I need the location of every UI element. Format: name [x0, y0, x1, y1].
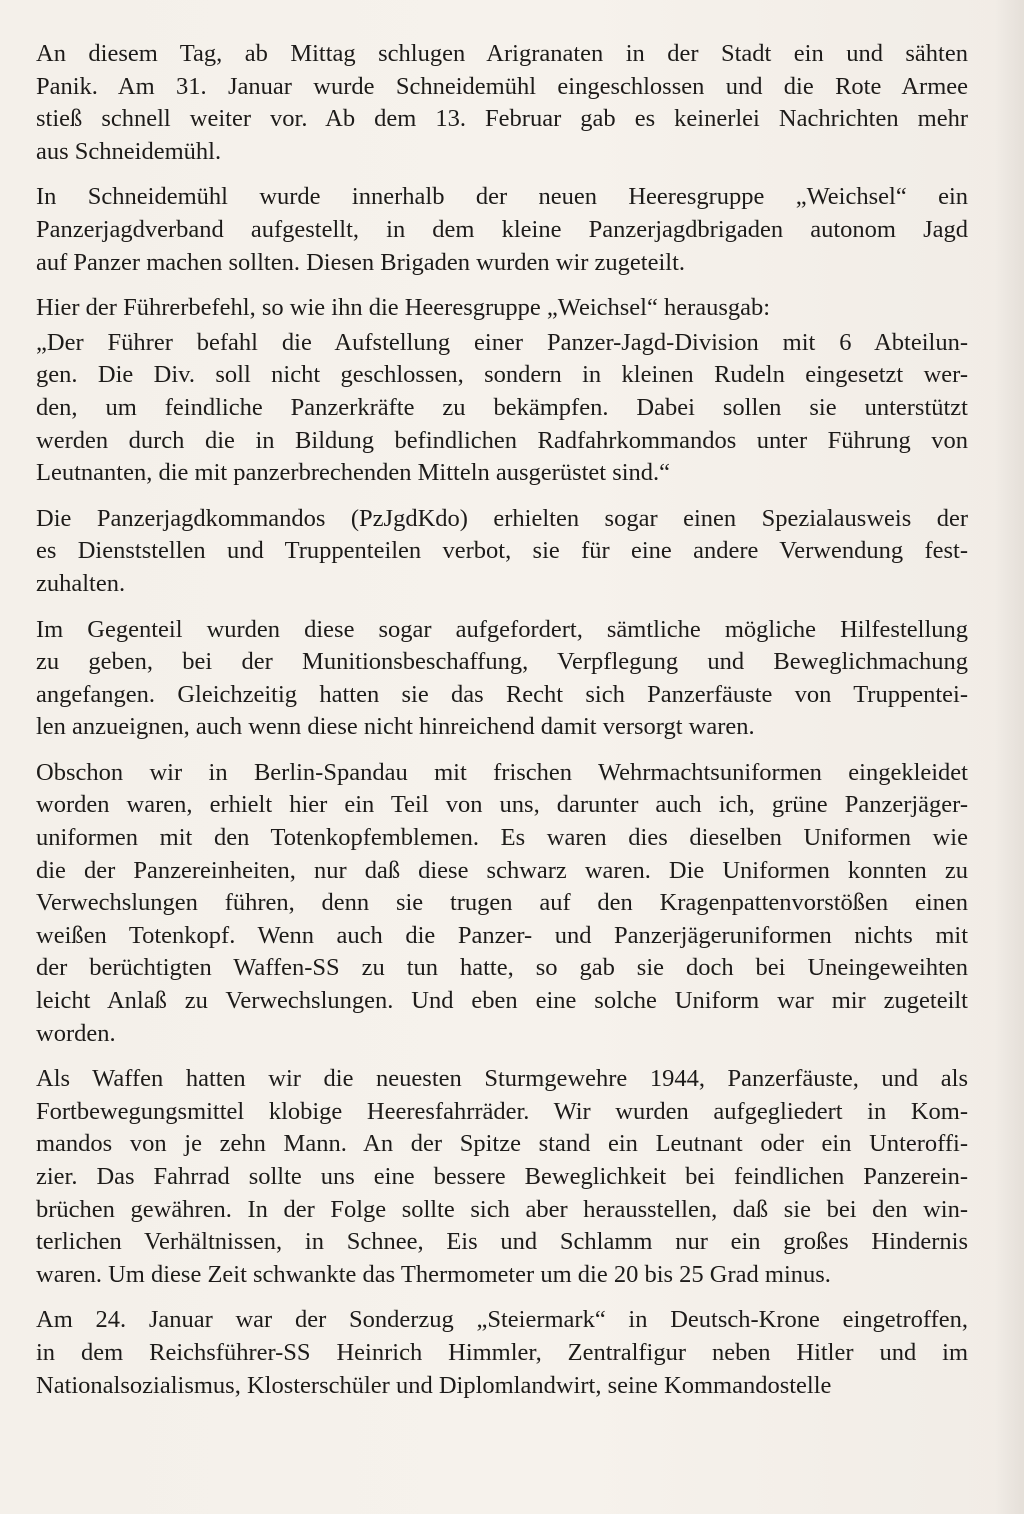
text-line: weißen Totenkopf. Wenn auch die Panzer- und Panzerjägeruniformen nichts mit	[36, 921, 968, 949]
text-line: zier. Das Fahrrad sollte uns eine bessere Beweglichkeit bei feindlichen Panzerein-	[36, 1163, 968, 1190]
text-line: len anzueignen, auch wenn diese nicht hinreichend damit versorgt waren.	[36, 713, 755, 741]
text-line: „Der Führer befahl die Aufstellung einer Panzer-Jagd-Division mit 6 Abteilun-	[36, 328, 968, 356]
paragraph-p9	[36, 1304, 968, 1402]
text-line: In Schneidemühl wurde innerhalb der neuen Heeresgruppe „Weichsel“ ein	[36, 183, 968, 211]
paragraph-p7	[36, 757, 968, 1050]
text-line: terlichen Verhältnissen, in Schnee, Eis und Schlamm nur ein großes Hindernis	[36, 1228, 968, 1256]
text-line: die der Panzereinheiten, nur daß diese schwarz waren. Die Uniformen konnten zu	[36, 856, 968, 884]
text-line: Nationalsozialismus, Klosterschüler und Diplomlandwirt, seine Kommandostelle	[36, 1371, 832, 1399]
text-line: Fortbewegungsmittel klobige Heeresfahrräder. Wir wurden aufgegliedert in Kom-	[36, 1097, 968, 1125]
text-line: aus Schneidemühl.	[36, 137, 222, 165]
body-text	[36, 38, 968, 1415]
text-line: Als Waffen hatten wir die neuesten Sturmgewehre 1944, Panzerfäuste, und als	[36, 1065, 968, 1093]
text-line: brüchen gewähren. In der Folge sollte sich aber herausstellen, daß sie bei den win-	[36, 1195, 968, 1223]
text-line: werden durch die in Bildung befindlichen Radfahrkommandos unter Führung von	[36, 426, 968, 454]
text-line: Leutnanten, die mit panzerbrechenden Mitteln ausgerüstet sind.“	[36, 459, 671, 487]
text-line: auf Panzer machen sollten. Diesen Brigaden wurden wir zugeteilt.	[36, 248, 686, 276]
text-line: stieß schnell weiter vor. Ab dem 13. Februar gab es keinerlei Nachrichten mehr	[36, 105, 968, 133]
text-line: mandos von je zehn Mann. An der Spitze stand ein Leutnant oder ein Unteroffi-	[36, 1130, 968, 1158]
paragraph-p6	[36, 614, 968, 744]
paragraph-p2	[36, 181, 968, 279]
text-line: der berüchtigten Waffen-SS zu tun hatte, so gab sie doch bei Uneingeweihten	[36, 954, 968, 982]
text-line: Verwechslungen führen, denn sie trugen auf den Kragenpattenvorstößen einen	[36, 889, 968, 917]
text-line: Panik. Am 31. Januar wurde Schneidemühl eingeschlossen und die Rote Armee	[36, 72, 968, 100]
text-line: Am 24. Januar war der Sonderzug „Steiermark“ in Deutsch-Krone eingetroffen,	[36, 1306, 968, 1334]
text-line: Panzerjagdverband aufgestellt, in dem kleine Panzerjagdbrigaden autonom Jagd	[36, 215, 968, 243]
page-edge-shadow	[994, 0, 1024, 1514]
paragraph-p3	[36, 292, 968, 325]
text-line: gen. Die Div. soll nicht geschlossen, sondern in kleinen Rudeln eingesetzt wer-	[36, 361, 968, 389]
text-line: zu geben, bei der Munitionsbeschaffung, Verpflegung und Beweglichmachung	[36, 648, 968, 676]
text-line: Hier der Führerbefehl, so wie ihn die Heeresgruppe „Weichsel“ herausgab:	[36, 294, 771, 322]
text-line: An diesem Tag, ab Mittag schlugen Arigranaten in der Stadt ein und sähten	[36, 40, 968, 67]
text-line: den, um feindliche Panzerkräfte zu bekämpfen. Dabei sollen sie unterstützt	[36, 393, 968, 421]
paragraph-p5	[36, 503, 968, 601]
paragraph-p4	[36, 327, 968, 490]
text-line: angefangen. Gleichzeitig hatten sie das Recht sich Panzerfäuste von Truppentei-	[36, 680, 968, 708]
text-line: zuhalten.	[36, 569, 126, 597]
text-line: uniformen mit den Totenkopfemblemen. Es waren dies dieselben Uniformen wie	[36, 824, 968, 852]
text-line: waren. Um diese Zeit schwankte das Thermometer um die 20 bis 25 Grad minus.	[36, 1260, 831, 1288]
text-line: es Dienststellen und Truppenteilen verbot, sie für eine andere Verwendung fest-	[36, 537, 968, 565]
paragraph-p8	[36, 1063, 968, 1291]
paragraph-p1	[36, 38, 968, 168]
text-line: Die Panzerjagdkommandos (PzJgdKdo) erhielten sogar einen Spezialausweis der	[36, 504, 968, 532]
text-line: worden.	[36, 1019, 116, 1047]
text-line: in dem Reichsführer-SS Heinrich Himmler, Zentralfigur neben Hitler und im	[36, 1338, 968, 1366]
text-line: Obschon wir in Berlin-Spandau mit frischen Wehrmachtsuniformen eingekleidet	[36, 758, 968, 786]
text-line: leicht Anlaß zu Verwechslungen. Und eben eine solche Uniform war mir zugeteilt	[36, 987, 968, 1015]
text-line: worden waren, erhielt hier ein Teil von uns, darunter auch ich, grüne Panzerjäger-	[36, 791, 968, 819]
text-line: Im Gegenteil wurden diese sogar aufgefordert, sämtliche mögliche Hilfestellung	[36, 615, 968, 643]
